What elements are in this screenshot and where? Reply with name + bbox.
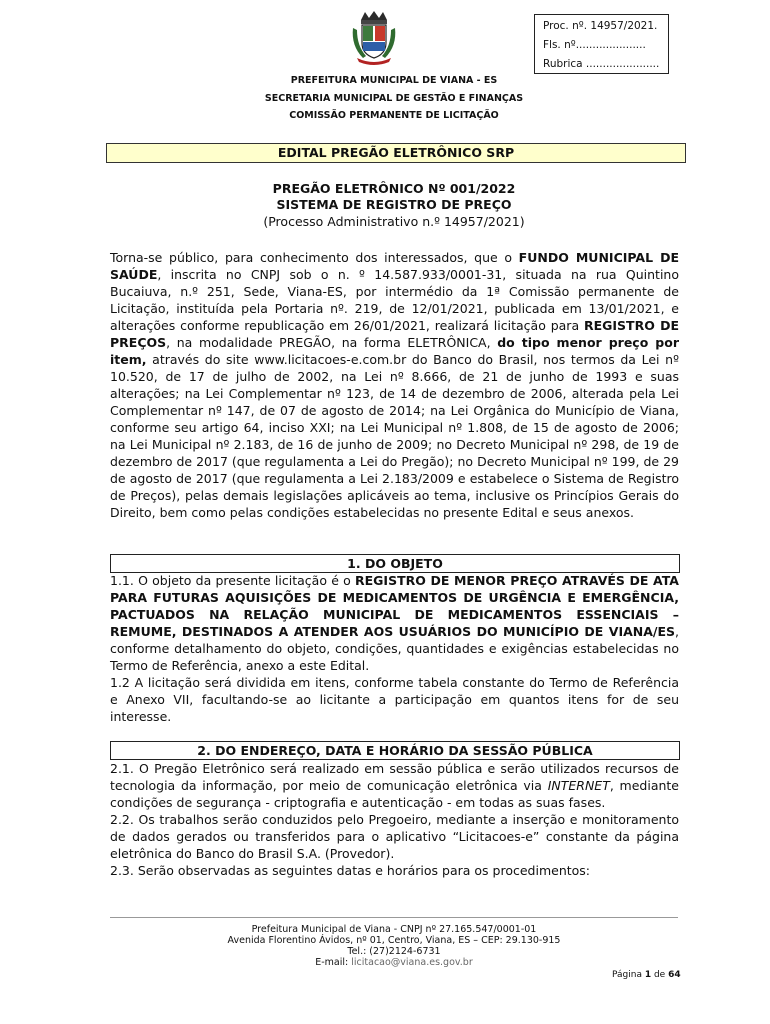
clause-2-1: 2.1. O Pregão Eletrônico será realizado em sessão pública e serão utilizados recursos de tecnologia da informação, por meio de comunicação eletrônica via INTERNET, mediante condições de segurança - criptografia e autenticação - em todas as suas fases. xyxy=(110,761,679,810)
footer-address: Avenida Florentino Ávidos, nº 01, Centro, Viana, ES – CEP: 29.130-915 xyxy=(227,935,561,946)
process-reference: (Processo Administrativo n.º 14957/2021) xyxy=(263,214,525,229)
header-prefeitura: PREFEITURA MUNICIPAL DE VIANA - ES xyxy=(290,75,498,86)
clause-2-2: 2.2. Os trabalhos serão conduzidos pelo Pregoeiro, mediante a inserção e monitoramento de dados gerados ou transferidos para o aplicativo “Licitacoes-e” constante da página eletrônica do Banco do Brasil S.A. (Provedor). xyxy=(110,812,679,861)
intro-paragraph: Torna-se público, para conhecimento dos interessados, que o FUNDO MUNICIPAL DE SAÚDE, inscrita no CNPJ sob o n. º 14.587.933/0001-31, situada na rua Quintino Bucaiuva, n.º 251, Sede, Viana-ES, por intermédio da 1ª Comissão permanente de Licitação, instituída pela Portaria nº. 219, de 12/01/2021, publicada em 13/01/2021, e alterações conforme republicação em 26/01/2021, realizará licitação para REGISTRO DE PREÇOS, na modalidade PREGÃO, na forma ELETRÔNICA, do tipo menor preço por item, através do site www.licitacoes-e.com.br do Banco do Brasil, nos termos da Lei nº 10.520, de 17 de julho de 2002, na Lei nº 8.666, de 21 de junho de 1993 e suas alterações; na Lei Complementar nº 123, de 14 de dezembro de 2006, alterada pela Lei Complementar nº 147, de 07 de agosto de 2014; na Lei Orgânica do Município de Viana, conforme seu artigo 64, inciso XXI; na Lei Municipal nº 1.808, de 15 de agosto de 2006; na Lei Municipal nº 2.183, de 16 de junho de 2009; no Decreto Municipal nº 298, de 19 de dezembro de 2017 (que regulamenta a Lei do Pregão); no Decreto Municipal nº 199, de 29 de agosto de 2017 (que regulamenta a Lei 2.183/2009 e estabelece o Sistema de Registro de Preços), pelas demais legislações aplicáveis ao tema, inclusive os Princípios Gerais do Direito, bem como pelas condições estabelecidas no presente Edital e seus anexos. xyxy=(110,250,680,520)
document-title: PREGÃO ELETRÔNICO Nº 001/2022 xyxy=(272,181,516,196)
clause-1-2: 1.2 A licitação será dividida em itens, conforme tabela constante do Termo de Referência e Anexo VII, facultando-se ao licitante a participação em quantos itens for de seu interesse. xyxy=(110,675,679,724)
clause-1-1: 1.1. O objeto da presente licitação é o REGISTRO DE MENOR PREÇO ATRAVÉS DE ATA PARA FUTURAS AQUISIÇÕES DE MEDICAMENTOS DE URGÊNCIA E EMERGÊNCIA, PACTUADOS NA RELAÇÃO MUNICIPAL DE MEDICAMENTOS ESSENCIAIS – REMUME, DESTINADOS A ATENDER AOS USUÁRIOS DO MUNICÍPIO DE VIANA/ES, conforme detalhamento do objeto, condições, quantidades e exigências estabelecidas no Termo de Referência, anexo a este Edital. xyxy=(110,573,679,673)
header-secretaria: SECRETARIA MUNICIPAL DE GESTÃO E FINANÇAS xyxy=(264,93,524,104)
document-subtitle: SISTEMA DE REGISTRO DE PREÇO xyxy=(276,197,512,212)
folio-number: Fls. nº..................... xyxy=(543,39,646,51)
section-2-heading: 2. DO ENDEREÇO, DATA E HORÁRIO DA SESSÃO PÚBLICA xyxy=(110,741,680,760)
footer-email: E-mail: licitacao@viana.es.gov.br xyxy=(315,957,473,968)
clause-2-3: 2.3. Serão observadas as seguintes datas e horários para os procedimentos: xyxy=(110,863,591,878)
header-comissao: COMISSÃO PERMANENTE DE LICITAÇÃO xyxy=(289,110,499,121)
process-number: Proc. nº. 14957/2021. xyxy=(543,20,658,32)
section-1-heading: 1. DO OBJETO xyxy=(110,554,680,573)
process-info-box xyxy=(534,14,669,74)
footer-phone: Tel.: (27)2124-6731 xyxy=(347,946,441,957)
footer-cnpj: Prefeitura Municipal de Viana - CNPJ nº 27.165.547/0001-01 xyxy=(251,924,537,935)
section-1-body xyxy=(110,572,679,725)
municipal-crest-icon xyxy=(349,10,399,66)
rubric-field: Rubrica ...................... xyxy=(543,58,660,70)
section-2-body xyxy=(110,760,679,879)
email-link[interactable]: licitacao@viana.es.gov.br xyxy=(351,957,473,968)
footer-divider xyxy=(110,917,678,918)
page-number: Página 1 de 64 xyxy=(612,970,681,980)
edital-banner: EDITAL PREGÃO ELETRÔNICO SRP xyxy=(106,143,686,163)
